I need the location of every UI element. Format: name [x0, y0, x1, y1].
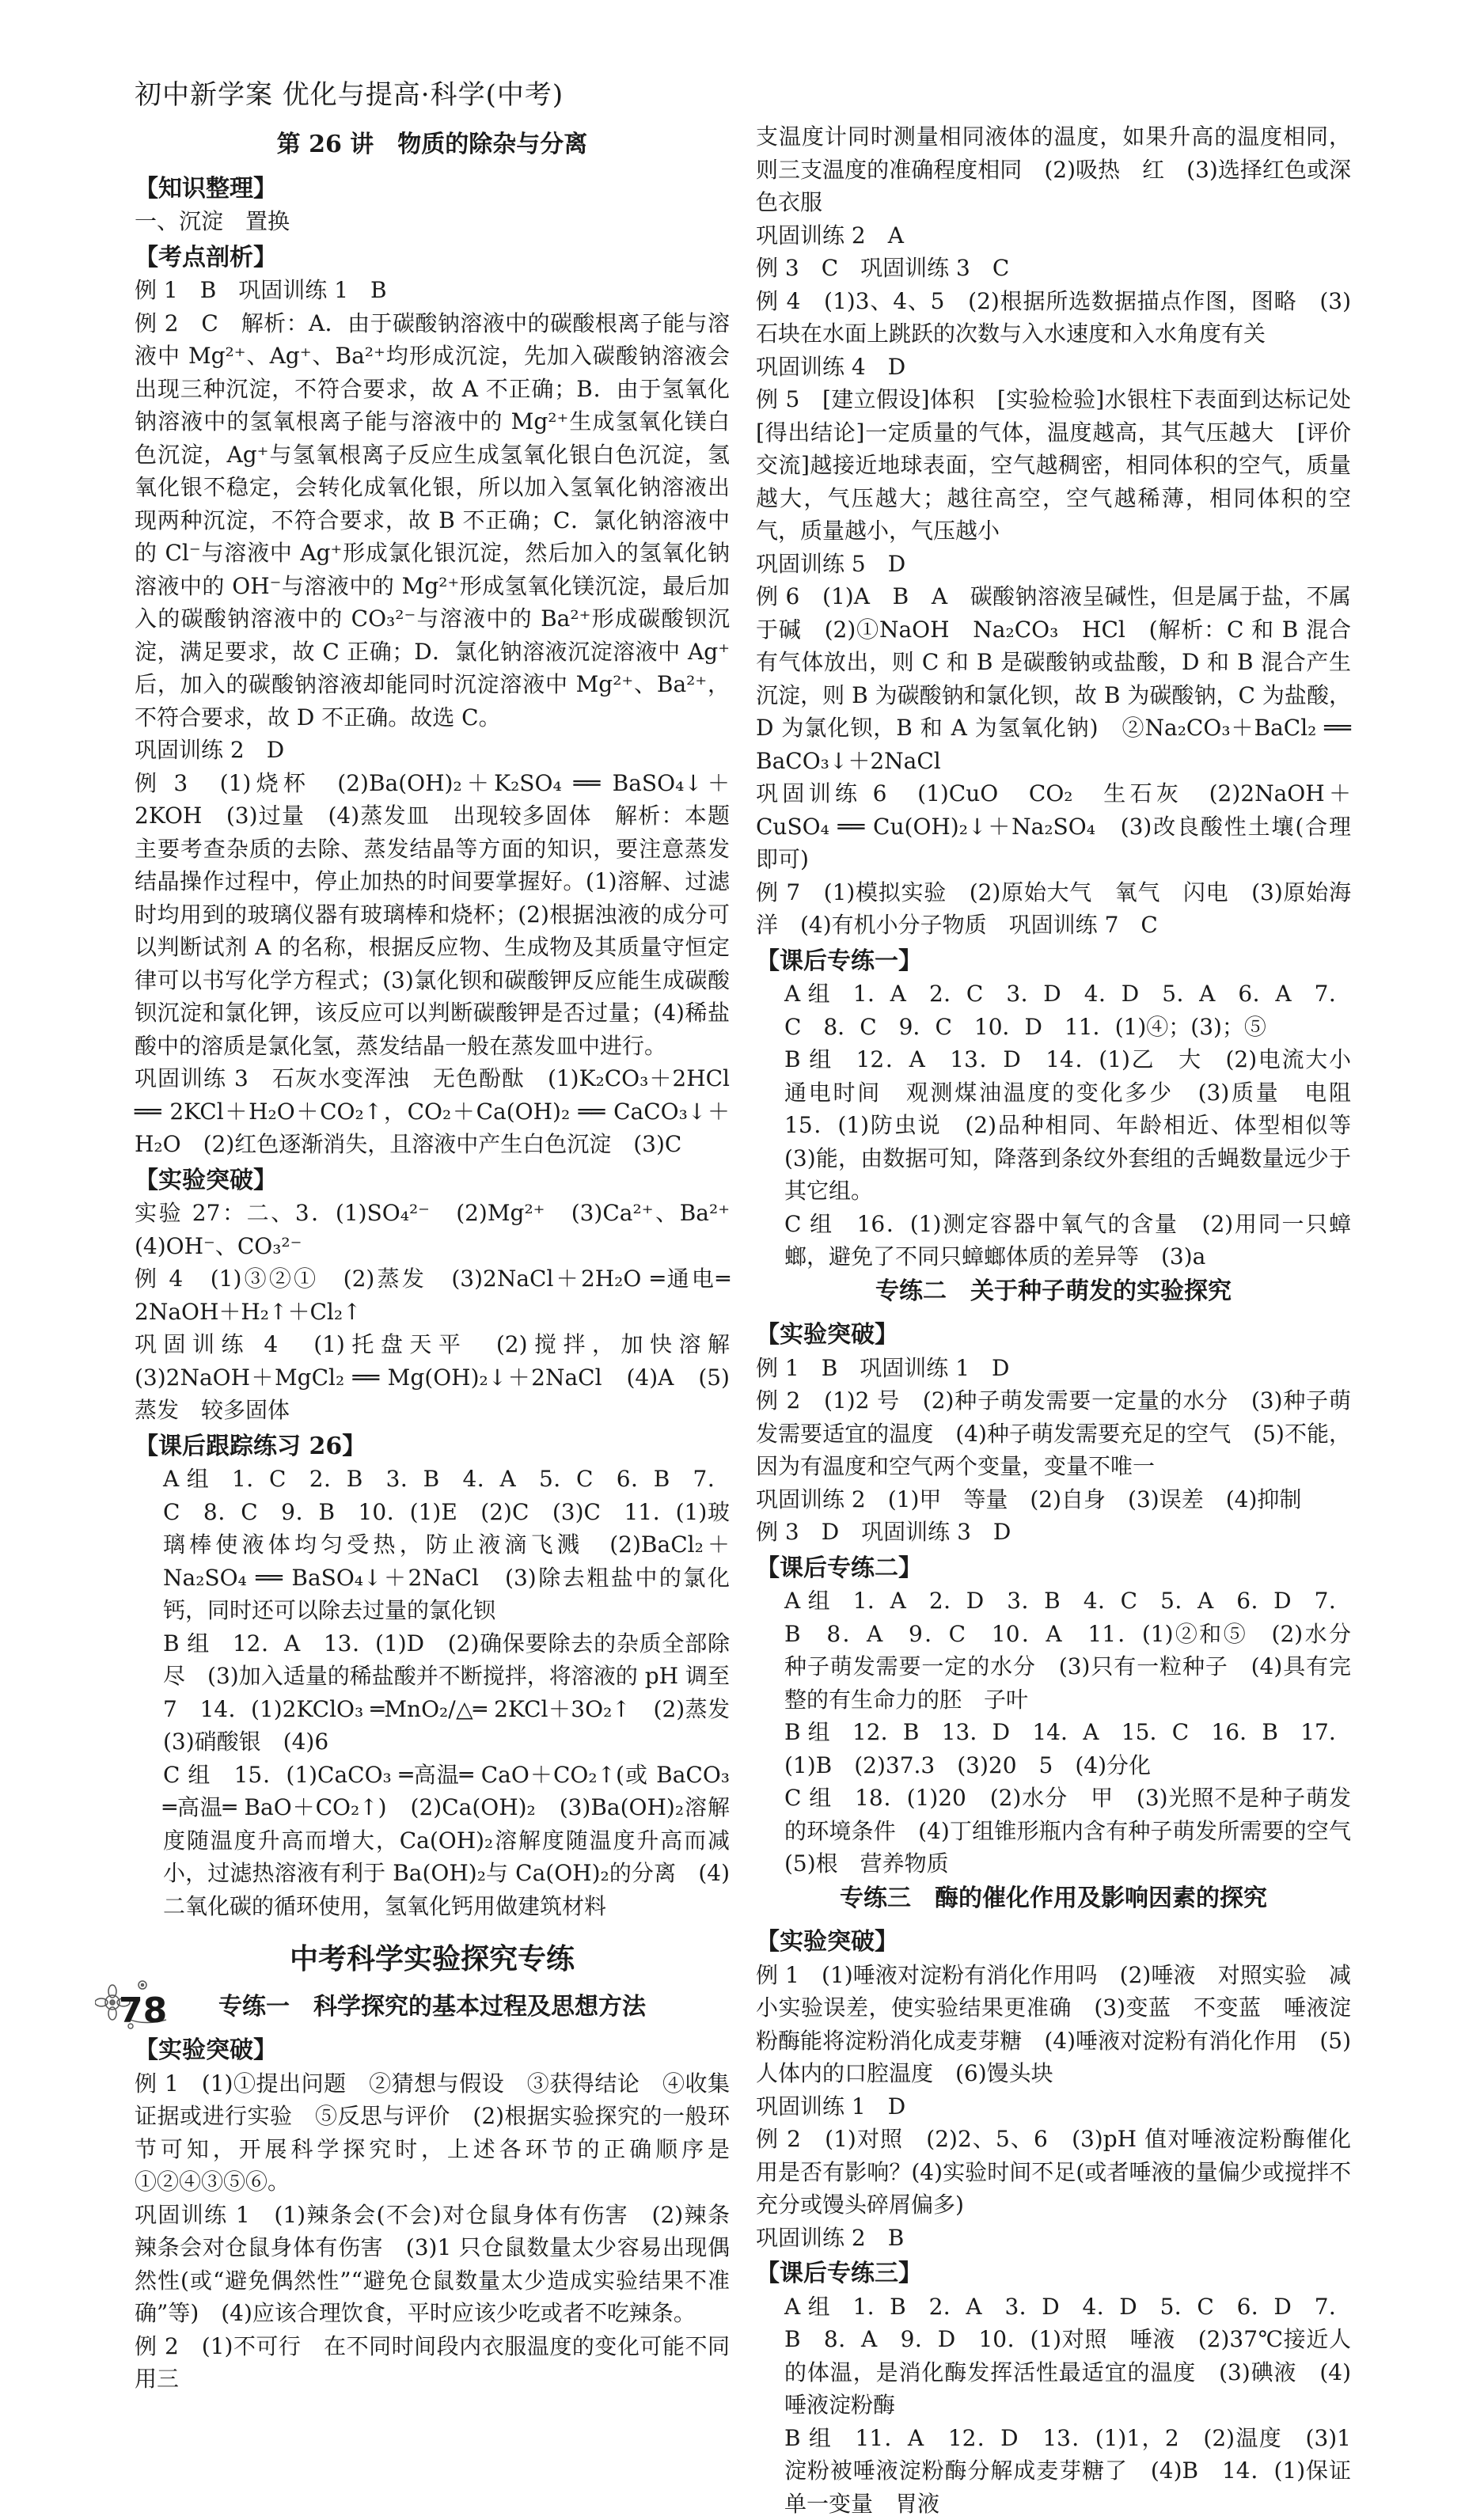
page-header: 初中新学案 优化与提高·科学(中考): [135, 73, 564, 112]
left-paragraph: 【考点剖析】: [135, 241, 730, 275]
right-paragraph: B 组 12．A 13．D 14．(1)乙 大 (2)电流大小 通电时间 观测煤油温度的变化多少 (3)质量 电阻 15．(1)防虫说 (2)品种相同、年龄相近、体型相似等 (3)能，由数据可知，降落到条纹外套组的舌蝇数量远少于其它组。: [756, 1043, 1351, 1208]
right-paragraph: 例 3 C 巩固训练 3 C: [756, 252, 1351, 285]
right-paragraph: A 组 1．B 2．A 3．D 4．D 5．C 6．D 7．B 8．A 9．D 10．(1)对照 唾液 (2)37℃接近人的体温，是消化酶发挥活性最适宜的温度 (3)碘液 (4)唾液淀粉酶: [756, 2290, 1351, 2422]
left-paragraph: 巩固训练 4 (1)托盘天平 (2)搅拌，加快溶解 (3)2NaOH＋MgCl₂ ══ Mg(OH)₂↓＋2NaCl (4)A (5)蒸发 较多固体: [135, 1328, 730, 1427]
left-paragraph: 第 26 讲 物质的除杂与分离: [135, 128, 730, 161]
left-paragraph: 专练一 科学探究的基本过程及思想方法: [135, 1991, 730, 2024]
left-paragraph: 例 4 (1)③②① (2)蒸发 (3)2NaCl＋2H₂O ═通电═ 2NaOH＋H₂↑＋Cl₂↑: [135, 1262, 730, 1328]
left-paragraph: 【知识整理】: [135, 173, 730, 206]
right-paragraph: 例 7 (1)模拟实验 (2)原始大气 氧气 闪电 (3)原始海洋 (4)有机小分子物质 巩固训练 7 C: [756, 876, 1351, 942]
right-paragraph: 例 2 (1)2 号 (2)种子萌发需要一定量的水分 (3)种子萌发需要适宜的温度 (4)种子萌发需要充足的空气 (5)不能，因为有温度和空气两个变量，变量不唯一: [756, 1384, 1351, 1483]
right-paragraph: 巩固训练 2 (1)甲 等量 (2)自身 (3)误差 (4)抑制: [756, 1483, 1351, 1516]
right-paragraph: 巩固训练 2 A: [756, 219, 1351, 252]
left-paragraph: B 组 12．A 13．(1)D (2)确保要除去的杂质全部除尽 (3)加入适量的稀盐酸并不断搅拌，将溶液的 pH 调至 7 14．(1)2KClO₃ ═MnO₂/△═ 2KCl＋3O₂↑ (2)蒸发 (3)硝酸银 (4)6: [135, 1627, 730, 1759]
left-paragraph: 【实验突破】: [135, 1164, 730, 1197]
right-paragraph: 【实验突破】: [756, 1926, 1351, 1959]
right-paragraph: 例 5 [建立假设]体积 [实验检验]水银柱下表面到达标记处 [得出结论]一定质量的气体，温度越高，其气压越大 [评价交流]越接近地球表面，空气越稠密，相同体积的空气，质量越大，气压越大；越往高空，空气越稀薄，相同体积的空气，质量越小，气压越小: [756, 383, 1351, 548]
right-paragraph: B 组 12．B 13．D 14．A 15．C 16．B 17．(1)B (2)37.3 (3)20 5 (4)分化: [756, 1716, 1351, 1782]
right-paragraph: 【课后专练二】: [756, 1552, 1351, 1585]
right-paragraph: 【课后专练三】: [756, 2257, 1351, 2290]
left-paragraph: 中考科学实验探究专练: [135, 1943, 730, 1976]
left-column: [135, 127, 730, 2396]
left-paragraph: 实验 27：二、3．(1)SO₄²⁻ (2)Mg²⁺ (3)Ca²⁺、Ba²⁺ (4)OH⁻、CO₃²⁻: [135, 1197, 730, 1262]
left-paragraph: 例 2 C 解析：A．由于碳酸钠溶液中的碳酸根离子能与溶液中 Mg²⁺、Ag⁺、Ba²⁺均形成沉淀，先加入碳酸钠溶液会出现三种沉淀，不符合要求，故 A 不正确；B．由于氢氧化钠溶液中的氢氧根离子能与溶液中的 Mg²⁺生成氢氧化镁白色沉淀，Ag⁺与氢氧根离子反应生成氢氧化银白色沉淀，氢氧化银不稳定，会转化成氧化银，所以加入氢氧化钠溶液出现两种沉淀，不符合要求，故 B 不正确；C．氯化钠溶液中的 Cl⁻与溶液中 Ag⁺形成氯化银沉淀，然后加入的氢氧化钠溶液中的 OH⁻与溶液中的 Mg²⁺形成氢氧化镁沉淀，最后加入的碳酸钠溶液中的 CO₃²⁻与溶液中的 Ba²⁺形成碳酸钡沉淀，满足要求，故 C 正确；D．氯化钠溶液沉淀溶液中 Ag⁺后，加入的碳酸钠溶液却能同时沉淀溶液中 Mg²⁺、Ba²⁺，不符合要求，故 D 不正确。故选 C。: [135, 307, 730, 734]
left-paragraph: 例 1 B 巩固训练 1 B: [135, 274, 730, 307]
right-paragraph: 巩固训练 2 B: [756, 2222, 1351, 2255]
left-paragraph: 巩固训练 2 D: [135, 734, 730, 767]
right-paragraph: 【实验突破】: [756, 1319, 1351, 1352]
right-paragraph: 支温度计同时测量相同液体的温度，如果升高的温度相同，则三支温度的准确程度相同 (2)吸热 红 (3)选择红色或深色衣服: [756, 120, 1351, 219]
left-paragraph: C 组 15．(1)CaCO₃ ═高温═ CaO＋CO₂↑(或 BaCO₃ ═高温═ BaO＋CO₂↑) (2)Ca(OH)₂ (3)Ba(OH)₂溶解度随温度升高而增大，Ca(OH)₂溶解度随温度升高而减小，过滤热溶液有利于 Ba(OH)₂与 Ca(OH)₂的分离 (4)二氧化碳的循环使用，氢氧化钙用做建筑材料: [135, 1759, 730, 1923]
right-paragraph: C 组 16．(1)测定容器中氧气的含量 (2)用同一只蟑螂，避免了不同只蟑螂体质的差异等 (3)a: [756, 1208, 1351, 1273]
left-paragraph: 【课后跟踪练习 26】: [135, 1430, 730, 1463]
left-paragraph: 例 2 (1)不可行 在不同时间段内衣服温度的变化可能不同 用三: [135, 2330, 730, 2396]
right-paragraph: 巩固训练 6 (1)CuO CO₂ 生石灰 (2)2NaOH＋CuSO₄ ══ Cu(OH)₂↓＋Na₂SO₄ (3)改良酸性土壤(合理即可): [756, 777, 1351, 876]
right-paragraph: 巩固训练 1 D: [756, 2090, 1351, 2123]
right-paragraph: A 组 1．A 2．C 3．D 4．D 5．A 6．A 7．C 8．C 9．C 10．D 11．(1)④；(3)；⑤: [756, 977, 1351, 1043]
right-paragraph: 例 4 (1)3、4、5 (2)根据所选数据描点作图，图略 (3)石块在水面上跳跃的次数与入水速度和入水角度有关: [756, 285, 1351, 351]
left-paragraph: A 组 1．C 2．B 3．B 4．A 5．C 6．B 7．C 8．C 9．B 10．(1)E (2)C (3)C 11．(1)玻璃棒使液体均匀受热，防止液滴飞溅 (2)BaCl₂＋Na₂SO₄ ══ BaSO₄↓＋2NaCl (3)除去粗盐中的氯化钙，同时还可以除去过量的氯化钡: [135, 1463, 730, 1627]
right-paragraph: A 组 1．A 2．D 3．B 4．C 5．A 6．D 7．B 8．A 9．C 10．A 11．(1)②和⑤ (2)水分 种子萌发需要一定的水分 (3)只有一粒种子 (4)具有完整的有生命力的胚 子叶: [756, 1584, 1351, 1716]
left-paragraph: 例 1 (1)①提出问题 ②猜想与假设 ③获得结论 ④收集证据或进行实验 ⑤反思与评价 (2)根据实验探究的一般环节可知，开展科学探究时，上述各环节的正确顺序是①②④③⑤⑥。: [135, 2067, 730, 2199]
left-paragraph: 【实验突破】: [135, 2034, 730, 2067]
left-paragraph: 例 3 (1)烧杯 (2)Ba(OH)₂＋K₂SO₄ ══ BaSO₄↓＋2KOH (3)过量 (4)蒸发皿 出现较多固体 解析：本题主要考查杂质的去除、蒸发结晶等方面的知识，要注意蒸发结晶操作过程中，停止加热的时间要掌握好。(1)溶解、过滤时均用到的玻璃仪器有玻璃棒和烧杯；(2)根据浊液的成分可以判断试剂 A 的名称，根据反应物、生成物及其质量守恒定律可以书写化学方程式；(3)氯化钡和碳酸钾反应能生成碳酸钡沉淀和氯化钾，该反应可以判断碳酸钾是否过量；(4)稀盐酸中的溶质是氯化氢，蒸发结晶一般在蒸发皿中进行。: [135, 767, 730, 1063]
right-paragraph: 专练三 酶的催化作用及影响因素的探究: [756, 1882, 1351, 1915]
right-paragraph: 例 2 (1)对照 (2)2、5、6 (3)pH 值对唾液淀粉酶催化用是否有影响？(4)实验时间不足(或者唾液的量偏少或搅拌不充分或馒头碎屑偏多): [756, 2123, 1351, 2222]
right-paragraph: B 组 11．A 12．D 13．(1)1，2 (2)温度 (3)1 淀粉被唾液淀粉酶分解成麦芽糖了 (4)B 14．(1)保证单一变量 胃液: [756, 2422, 1351, 2520]
right-paragraph: 例 1 (1)唾液对淀粉有消化作用吗 (2)唾液 对照实验 减小实验误差，使实验结果更准确 (3)变蓝 不变蓝 唾液淀粉酶能将淀粉消化成麦芽糖 (4)唾液对淀粉有消化作用 (5)人体内的口腔温度 (6)馒头块: [756, 1959, 1351, 2090]
right-paragraph: 【课后专练一】: [756, 945, 1351, 978]
right-paragraph: 例 3 D 巩固训练 3 D: [756, 1516, 1351, 1549]
page-number: 78: [119, 1991, 167, 2031]
right-paragraph: 例 6 (1)A B A 碳酸钠溶液呈碱性，但是属于盐，不属于碱 (2)①NaOH Na₂CO₃ HCl (解析：C 和 B 混合有气体放出，则 C 和 B 是碳酸钠或盐酸，D 和 B 混合产生沉淀，则 B 为碳酸钠和氯化钡，故 B 为碳酸钠，C 为盐酸，D 为氯化钡，B 和 A 为氢氧化钠) ②Na₂CO₃＋BaCl₂ ══ BaCO₃↓＋2NaCl: [756, 580, 1351, 777]
left-paragraph: 巩固训练 3 石灰水变浑浊 无色酚酞 (1)K₂CO₃＋2HCl ══ 2KCl＋H₂O＋CO₂↑，CO₂＋Ca(OH)₂ ══ CaCO₃↓＋H₂O (2)红色逐渐消失，且溶液中产生白色沉淀 (3)C: [135, 1062, 730, 1161]
left-paragraph: 一、沉淀 置换: [135, 205, 730, 238]
right-paragraph: 专练二 关于种子萌发的实验探究: [756, 1275, 1351, 1308]
right-column: [756, 120, 1351, 2520]
right-paragraph: 巩固训练 5 D: [756, 548, 1351, 581]
right-paragraph: 巩固训练 4 D: [756, 351, 1351, 384]
right-paragraph: 例 1 B 巩固训练 1 D: [756, 1352, 1351, 1385]
right-paragraph: C 组 18．(1)20 (2)水分 甲 (3)光照不是种子萌发的环境条件 (4)丁组锥形瓶内含有种子萌发所需要的空气 (5)根 营养物质: [756, 1782, 1351, 1881]
left-paragraph: 巩固训练 1 (1)辣条会(不会)对仓鼠身体有伤害 (2)辣条 辣条会对仓鼠身体有伤害 (3)1 只仓鼠数量太少容易出现偶然性(或“避免偶然性”“避免仓鼠数量太少造成实验结果不准确”等) (4)应该合理饮食，平时应该少吃或者不吃辣条。: [135, 2199, 730, 2330]
